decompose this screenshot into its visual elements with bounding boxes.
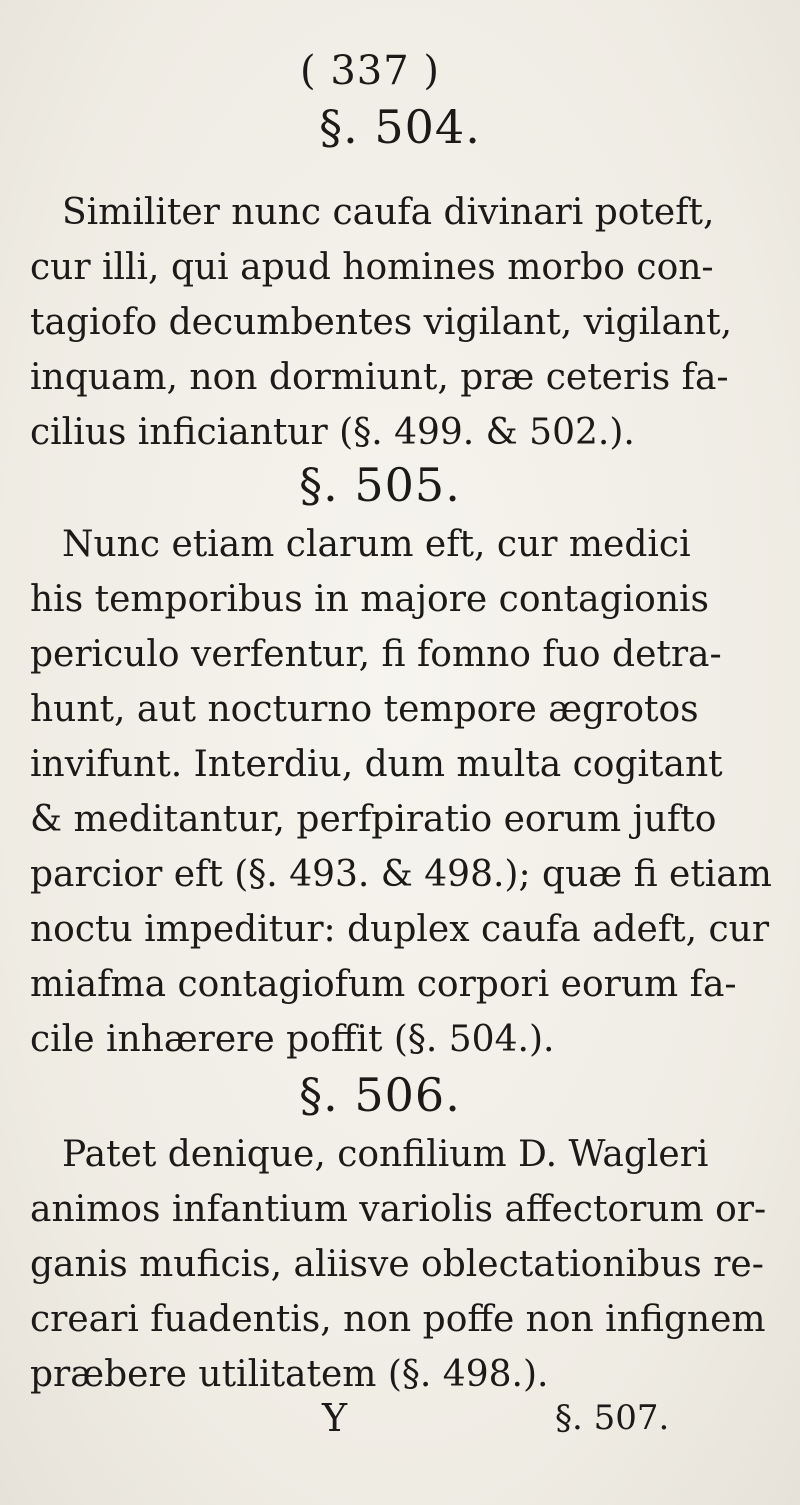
text-line: cilius inficiantur (§. 499. & 502.). <box>30 412 635 453</box>
text-line: ganis muficis, aliisve oblectationibus re- <box>30 1244 764 1285</box>
catchword: §. 507. <box>555 1398 670 1438</box>
text-line: miafma contagiofum corpori eorum fa- <box>30 964 737 1005</box>
text-line: præbere utilitatem (§. 498.). <box>30 1354 549 1395</box>
text-line: cur illi, qui apud homines morbo con- <box>30 247 714 288</box>
page-number: ( 337 ) <box>300 48 440 94</box>
section-heading-506: §. 506. <box>299 1068 461 1122</box>
text-line: hunt, aut nocturno tempore ægrotos <box>30 689 699 730</box>
text-line: animos infantium variolis affectorum or- <box>30 1189 767 1230</box>
text-line: Patet denique, confilium D. Wagleri <box>62 1134 709 1175</box>
text-line: invifunt. Interdiu, dum multa cogitant <box>30 744 723 785</box>
text-line: Nunc etiam clarum eft, cur medici <box>62 524 691 565</box>
section-heading-504: §. 504. <box>319 100 481 154</box>
text-line: inquam, non dormiunt, præ ceteris fa- <box>30 357 729 398</box>
text-line: noctu impeditur: duplex caufa adeft, cur <box>30 909 770 950</box>
text-line: creari fuadentis, non poffe non infignem <box>30 1299 766 1340</box>
text-line: his temporibus in majore contagionis <box>30 579 710 620</box>
text-line: cile inhærere poffit (§. 504.). <box>30 1019 555 1060</box>
section-heading-505: §. 505. <box>299 458 461 512</box>
text-line: periculo verfentur, fi fomno fuo detra- <box>30 634 722 675</box>
signature-mark: Y <box>322 1396 348 1440</box>
text-line: Similiter nunc caufa divinari poteft, <box>62 192 715 233</box>
text-line: tagiofo decumbentes vigilant, vigilant, <box>30 302 733 343</box>
text-line: & meditantur, perfpiratio eorum jufto <box>30 799 717 840</box>
text-line: parcior eft (§. 493. & 498.); quæ fi etiam <box>30 854 772 895</box>
